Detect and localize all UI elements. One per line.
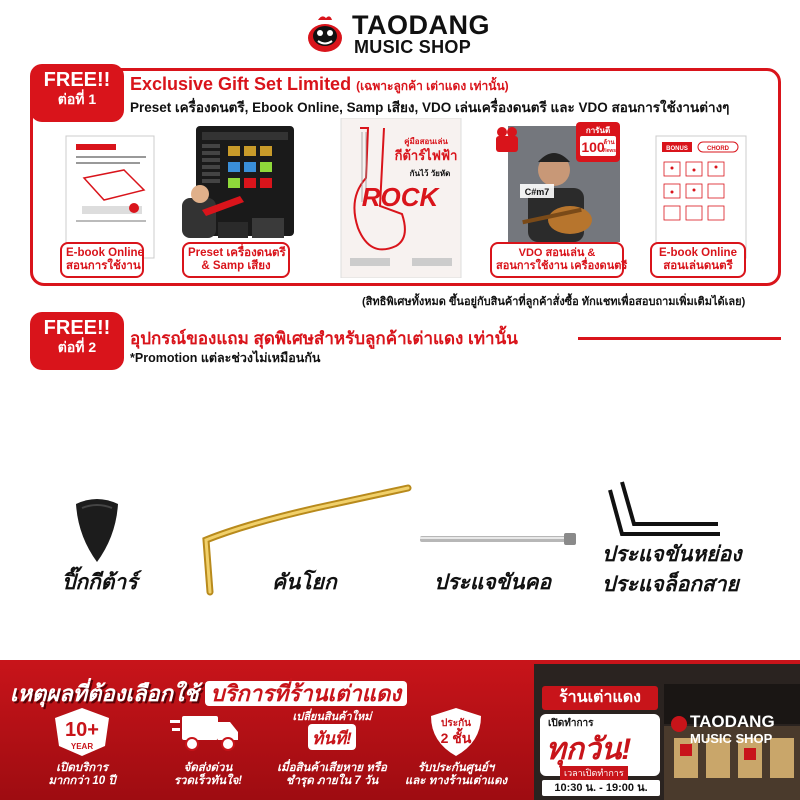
gift-set-description: Preset เครื่องดนตรี, Ebook Online, Samp เสียง, VDO เล่นเครื่องดนตรี และ VDO สอนการใช้งานต่างๆ <box>130 100 730 115</box>
gift-card-ebook-manual[interactable] <box>64 118 164 278</box>
gift-card-chord-book[interactable] <box>652 118 752 278</box>
book-line3: กันไว้ วัยหัด <box>409 169 451 178</box>
gift-card-label: VDO สอนเล่น & สอนการใช้งาน เครื่องดนตรี <box>490 242 624 278</box>
gift-card-video-lesson[interactable] <box>492 118 628 278</box>
views-badge-views: Views <box>601 148 617 154</box>
gift-card-label: E-book Online สอนการใช้งาน <box>60 242 144 278</box>
perk-top-text: เปลี่ยนสินค้าใหม่ <box>292 711 372 723</box>
gift-card-guitar-book[interactable] <box>340 118 462 278</box>
views-badge-unit: ล้าน <box>603 140 615 146</box>
free-badge-label: FREE!! <box>43 69 111 91</box>
perk-fast-delivery <box>154 706 262 787</box>
title-divider <box>578 337 781 340</box>
hours-caption: เวลาเปิดทำการ <box>560 766 628 780</box>
guitar-pick-icon <box>72 496 122 566</box>
banner-title-highlight: บริการที่ร้านเต่าแดง <box>205 681 407 706</box>
perk-small-text: YEAR <box>70 742 94 751</box>
book-line1: คู่มือสอนเล่น <box>404 137 448 146</box>
free-badge-number: ต่อที่ 1 <box>57 91 97 107</box>
book-line2: กีต้าร์ไฟฟ้า <box>394 148 458 163</box>
perk-big-text: ทันที! <box>312 729 352 748</box>
store-sign-name: TAODANG <box>690 712 775 731</box>
views-badge-line1: การันตี <box>585 126 611 135</box>
perk-text: เปิดบริการ มากกว่า 10 ปี <box>48 762 116 787</box>
opening-hours: 10:30 น. - 19:00 น. <box>542 780 660 796</box>
views-badge-number: 100 <box>581 139 605 155</box>
bonus-label: BONUS <box>666 146 688 152</box>
delivery-truck-icon <box>168 706 248 758</box>
allen-keys-icon <box>604 478 724 540</box>
perk-text: รับประกันศูนย์ฯ และ ทางร้านเต่าแดง <box>404 762 508 787</box>
brand-name: TAODANG <box>352 10 490 40</box>
perk-warranty <box>402 706 510 787</box>
accessory-label-truss-rod-wrench: ประแจขันคอ <box>434 571 552 594</box>
gift-card-label: Preset เครื่องดนตรี & Samp เสียง <box>182 242 290 278</box>
perk-replace-new <box>277 706 387 787</box>
gift-set-title-note: (เฉพาะลูกค้า เต่าแดง เท่านั้น) <box>356 79 509 93</box>
chord-title: CHORD <box>707 146 729 152</box>
perk-text: เมื่อสินค้าเสียหาย หรือ ชำรุด ภายใน 7 วัน <box>277 762 387 787</box>
open-small-text: เปิดทำการ <box>548 718 594 729</box>
free-badge-1 <box>30 64 124 122</box>
book-word: ROCK <box>361 182 439 212</box>
open-every-day: ทุกวัน! <box>546 733 632 766</box>
accessory-label-allen-keys: ประแจขันหย่อง ประแจล็อกสาย <box>602 543 742 596</box>
store-name-label: ร้านเต่าแดง <box>542 686 658 710</box>
brand-logo <box>300 10 510 58</box>
perk-big-text: 2 ชั้น <box>440 730 472 746</box>
accessory-label-pick: ปิ๊กกีต้าร์ <box>62 571 138 594</box>
perk-text: จัดส่งด่วน รวดเร็วทันใจ! <box>173 762 243 787</box>
promotion-note: *Promotion แต่ละช่วงไม่เหมือนกัน <box>130 351 321 365</box>
gift-set-title <box>130 74 509 96</box>
free-badge-2 <box>30 312 124 370</box>
ten-years-icon <box>49 706 115 758</box>
rights-note: (สิทธิพิเศษทั้งหมด ขึ้นอยู่กับสินค้าที่ลูกค้าสั่งซื้อ ทักแชทเพื่อสอบถามเพิ่มเติมได้เลย) <box>362 296 746 308</box>
chord-label: C#m7 <box>524 187 550 197</box>
free-badge-number: ต่อที่ 2 <box>57 339 97 355</box>
gift-card-label: E-book Online สอนเล่นดนตรี <box>650 242 746 278</box>
warranty-shield-icon <box>423 706 489 758</box>
perk-top-text: ประกัน <box>441 718 471 729</box>
accessory-label-tremolo-arm: คันโยก <box>272 571 337 594</box>
truss-rod-wrench-icon <box>418 528 578 550</box>
gift-card-preset[interactable] <box>178 118 296 278</box>
perk-big-text: 10+ <box>65 719 99 741</box>
free-accessories-title: อุปกรณ์ของแถม สุดพิเศษสำหรับลูกค้าเต่าแดง เท่านั้น <box>130 329 518 348</box>
store-sign-subtitle: MUSIC SHOP <box>690 731 773 746</box>
turtle-mascot-icon <box>304 14 346 54</box>
brand-subtitle: MUSIC SHOP <box>354 37 472 57</box>
perk-ten-years <box>28 706 136 787</box>
banner-title-text: เหตุผลที่ต้องเลือกใช้ <box>10 681 199 706</box>
guitar-book-cover-icon <box>340 118 462 278</box>
free-badge-label: FREE!! <box>43 317 111 339</box>
gift-set-title-text: Exclusive Gift Set Limited <box>130 74 352 94</box>
replace-new-icon <box>282 706 382 758</box>
